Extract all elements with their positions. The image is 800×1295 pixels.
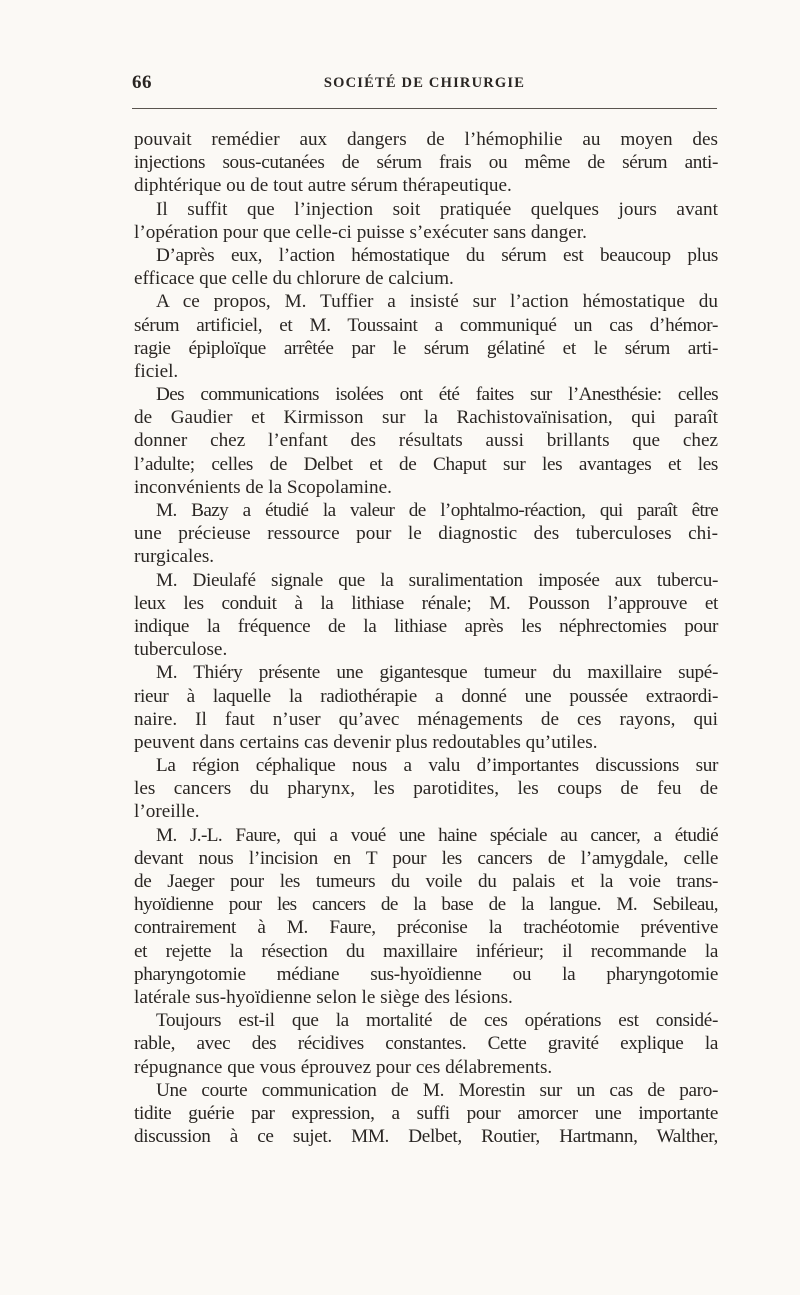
- text-line: injections sous-cutanées de sérum frais ou même de sérum anti-: [134, 152, 718, 174]
- text-line: rurgicales.: [134, 546, 215, 568]
- text-line: discussion à ce sujet. MM. Delbet, Routier, Hartmann, Walther,: [134, 1126, 718, 1148]
- text-line: l’adulte; celles de Delbet et de Chaput sur les avantages et les: [134, 453, 718, 475]
- text-line: indique la fréquence de la lithiase après les néphrectomies pour: [134, 615, 718, 637]
- header-rule: [132, 108, 717, 109]
- text-line: La région céphalique nous a valu d’importantes discussions sur: [156, 755, 718, 777]
- body-text: [134, 128, 718, 1148]
- text-line: inconvénients de la Scopolamine.: [134, 476, 392, 498]
- text-line: latérale sus-hyoïdienne selon le siège des lésions.: [134, 986, 513, 1008]
- text-line: Toujours est-il que la mortalité de ces opérations est considé-: [156, 1010, 718, 1032]
- text-line: naire. Il faut n’user qu’avec ménagements de ces rayons, qui: [134, 708, 718, 730]
- text-line: Une courte communication de M. Morestin sur un cas de paro-: [156, 1079, 718, 1101]
- text-line: efficace que celle du chlorure de calcium.: [134, 268, 454, 290]
- text-line: sérum artificiel, et M. Toussaint a communiqué un cas d’hémor-: [134, 314, 718, 336]
- text-line: tidite guérie par expression, a suffi pour amorcer une importante: [134, 1102, 718, 1124]
- text-line: M. Bazy a étudié la valeur de l’ophtalmo-réaction, qui paraît être: [156, 500, 718, 521]
- text-line: l’opération pour que celle-ci puisse s’exécuter sans danger.: [134, 221, 587, 243]
- text-line: contrairement à M. Faure, préconise la trachéotomie préventive: [134, 917, 718, 939]
- running-title: SOCIÉTÉ DE CHIRURGIE: [323, 75, 526, 91]
- text-line: ragie épiploïque arrêtée par le sérum gélatiné et le sérum arti-: [134, 337, 718, 359]
- page-number: 66: [132, 72, 152, 93]
- text-line: l’oreille.: [134, 801, 200, 823]
- text-line: M. Thiéry présente une gigantesque tumeur du maxillaire supé-: [156, 662, 718, 684]
- text-line: tuberculose.: [134, 639, 228, 661]
- text-line: et rejette la résection du maxillaire inférieur; il recommande la: [134, 940, 718, 962]
- text-line: rable, avec des récidives constantes. Cette gravité explique la: [134, 1033, 718, 1055]
- text-line: leux les conduit à la lithiase rénale; M. Pousson l’approuve et: [134, 592, 718, 614]
- text-line: une précieuse ressource pour le diagnostic des tuberculoses chi-: [134, 523, 718, 545]
- text-line: hyoïdienne pour les cancers de la base de la langue. M. Sebileau,: [134, 894, 718, 916]
- text-line: devant nous l’incision en T pour les cancers de l’amygdale, celle: [134, 847, 718, 869]
- text-line: M. Dieulafé signale que la suralimentation imposée aux tubercu-: [156, 569, 718, 591]
- text-line: Il suffit que l’injection soit pratiquée quelques jours avant: [156, 198, 718, 220]
- text-line: A ce propos, M. Tuffier a insisté sur l’action hémostatique du: [156, 291, 718, 313]
- text-line: Des communications isolées ont été faites sur l’Anesthésie: celles: [156, 384, 718, 406]
- text-line: les cancers du pharynx, les parotidites, les coups de feu de: [134, 778, 718, 800]
- text-line: de Jaeger pour les tumeurs du voile du palais et la voie trans-: [134, 871, 718, 892]
- text-line: pouvait remédier aux dangers de l’hémophilie au moyen des: [134, 129, 718, 150]
- text-line: pharyngotomie médiane sus-hyoïdienne ou la pharyngotomie: [134, 963, 718, 985]
- text-line: ficiel.: [134, 360, 179, 382]
- text-line: diphtérique ou de tout autre sérum thérapeutique.: [134, 175, 512, 197]
- text-line: répugnance que vous éprouvez pour ces délabrements.: [134, 1056, 553, 1078]
- page-header: [132, 72, 717, 96]
- text-line: D’après eux, l’action hémostatique du sérum est beaucoup plus: [156, 244, 718, 266]
- text-line: rieur à laquelle la radiothérapie a donné une poussée extraordi-: [134, 685, 718, 707]
- text-line: M. J.-L. Faure, qui a voué une haine spéciale au cancer, a étudié: [156, 824, 718, 846]
- text-line: peuvent dans certains cas devenir plus redoutables qu’utiles.: [134, 731, 598, 753]
- text-line: de Gaudier et Kirmisson sur la Rachistovaïnisation, qui paraît: [134, 407, 718, 429]
- text-line: donner chez l’enfant des résultats aussi brillants que chez: [134, 430, 718, 452]
